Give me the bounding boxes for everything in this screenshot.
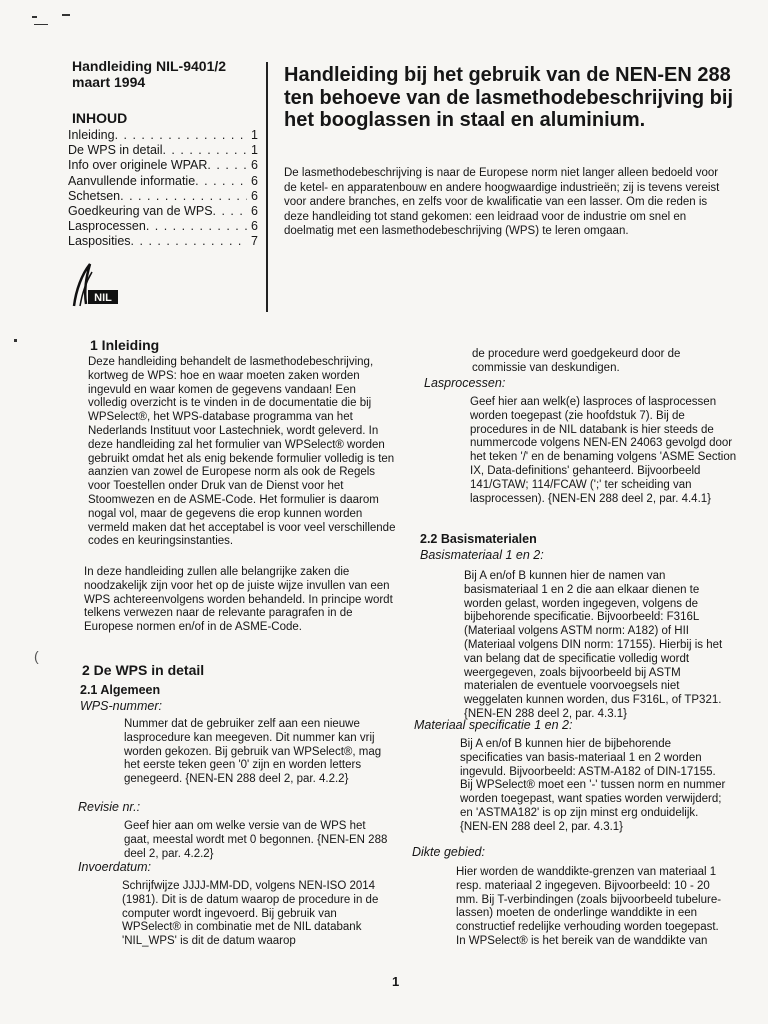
toc-entry-page: 1 (251, 143, 258, 158)
section-2-2-heading: 2.2 Basismaterialen (420, 532, 537, 546)
toc-entry (68, 143, 258, 158)
input-date-label: Invoerdatum: (78, 860, 151, 874)
section-1-paragraph-1: Deze handleiding behandelt de lasmethodebeschrijving, kortweg de WPS: hoe en waar moeten zaken worden ingevuld en waar komen de gegevens vandaan! Een volledig overzicht is te vinden in de documentatie die bij WPSelect®, het WPS-database programma van het Nederlands Instituut voor Lastechniek, wordt geleverd. In deze handleiding zal het formulier van WPSelect® worden gebruikt omdat het als enig bekende formulier volledig is ten aanzien van zowel de Europese norm als ook de Regels voor Toestellen onder Druk van de Dienst voor het Stoomwezen en de ASME-Code. Het formulier is daarom nogal vol, maar de gegevens die erop kunnen worden vermeld maken dat het acceptabel is voor veel verschillende codes en keuringsinstanties. (88, 356, 396, 548)
welding-processes-label: Lasprocessen: (424, 376, 506, 390)
toc-entry-label: Lasprocessen (68, 219, 146, 234)
input-date-text: Schrijfwijze JJJJ-MM-DD, volgens NEN-ISO 2014 (1981). Dit is de datum waarop de procedure in de computer wordt ingevoerd. Bij gebruik van WPSelect® in combinatie met de NIL databank 'NIL_WPS' is dit de datum waarop (122, 880, 379, 948)
logo-flame (74, 264, 90, 306)
wps-number-label: WPS-nummer: (80, 699, 162, 713)
toc-entry-label: Aanvullende informatie (68, 173, 196, 188)
section-1-heading: 1 Inleiding (90, 337, 160, 353)
scan-speck (34, 24, 48, 25)
toc-entry-page: 1 (251, 128, 258, 142)
table-of-contents (68, 128, 258, 250)
section-2-heading: 2 De WPS in detail (82, 662, 205, 678)
toc-leader-dots (195, 174, 247, 189)
toc-entry-label: Info over originele WPAR (68, 158, 208, 173)
toc-entry (68, 158, 258, 173)
revision-label: Revisie nr.: (78, 800, 141, 814)
toc-entry (68, 234, 258, 249)
document-reference (72, 58, 226, 90)
material-spec-text: Bij A en/of B kunnen hier de bijbehorende specificaties van basis-materiaal 1 en 2 worden ingevuld. Bijvoorbeeld: ASTM-A182 of DIN-17155. Bij WPSelect® moet een '-' tussen norm en nummer worden toegepast, want spaties worden verwijderd; en 'ASTMA182' is op zijn minst erg onduidelijk. {NEN-EN 288 deel 2, par. 4.3.1} (460, 738, 726, 833)
page-number: 1 (392, 974, 400, 989)
scan-speck (14, 339, 17, 342)
base-material-label: Basismateriaal 1 en 2: (420, 548, 544, 562)
scan-speck (32, 16, 37, 18)
toc-entry (68, 128, 258, 143)
toc-entry (68, 204, 258, 219)
toc-entry (68, 189, 258, 204)
wps-number-text: Nummer dat de gebruiker zelf aan een nieuwe lasprocedure kan meegeven. Dit nummer kan vrij worden gekozen. Bij gebruik van WPSelect®, mag het eerste teken geen '0' zijn en worden letters genegeerd. {NEN-EN 288 deel 2, par. 4.2.2} (124, 718, 382, 786)
toc-entry-page: 6 (251, 158, 258, 173)
toc-leader-dots (120, 189, 247, 204)
toc-leader-dots (115, 128, 247, 143)
toc-entry-page: 6 (251, 188, 258, 203)
section-2-1-heading: 2.1 Algemeen (80, 683, 161, 697)
continued-text: de procedure werd goedgekeurd door de commissie van deskundigen. (472, 348, 681, 374)
toc-entry-label: Lasposities (68, 234, 131, 249)
toc-leader-dots (213, 204, 248, 219)
thickness-range-text: Hier worden de wanddikte-grenzen van materiaal 1 resp. materiaal 2 ingegeven. Bijvoorbeeld: 10 - 20 mm. Bij T-verbindingen (zoals bijvoorbeeld tubelure-lassen) moeten de onderlinge wanddikte in een constructief redelijke verhouding worden toegepast. In WPSelect® is het bereik van de wanddikte van (456, 866, 722, 947)
document-number: Handleiding NIL-9401/2 (72, 58, 227, 74)
toc-entry-page: 7 (251, 234, 258, 249)
vertical-divider (266, 62, 268, 312)
toc-entry-label: Goedkeuring van de WPS (68, 204, 213, 219)
base-material-text: Bij A en/of B kunnen hier de namen van basismateriaal 1 en 2 die aan elkaar dienen te worden gelast, worden ingegeven, volgens de bijbehorende specificatie. Bijvoorbeeld: F316L (Materiaal volgens ASTM norm: A182) of HII (Materiaal volgens DIN norm: 17155). Hierbij is het van belang dat de specificatie volledig wordt weergegeven, zoals bijvoorbeeld bij ASTM materialen de eventuele voorvoegsels niet weggelaten kunnen worden, dus F316L, of TP321. {NEN-EN 288 deel 2, par. 4.3.1} (464, 570, 723, 720)
document-date: maart 1994 (72, 74, 146, 90)
toc-entry-page: 6 (251, 173, 258, 188)
toc-title: INHOUD (72, 110, 128, 126)
toc-leader-dots (146, 219, 247, 234)
logo-text: NIL (94, 292, 112, 304)
toc-entry (68, 219, 258, 234)
toc-entry-label: Schetsen (68, 188, 121, 203)
toc-entry-label: Inleiding (68, 128, 115, 142)
section-1-paragraph-2: In deze handleiding zullen alle belangrijke zaken die noodzakelijk zijn voor het op de juiste wijze invullen van een WPS achtereenvolgens worden behandeld. In principe wordt telkens verwezen naar de relevante paragrafen in de Europese normen en/of in de ASME-Code. (84, 566, 393, 634)
toc-entry-page: 6 (251, 204, 258, 219)
scan-mark: ( (34, 648, 39, 664)
material-spec-label: Materiaal specificatie 1 en 2: (414, 718, 573, 732)
toc-entry (68, 174, 258, 189)
toc-entry-page: 6 (251, 219, 258, 234)
toc-leader-dots (131, 234, 248, 249)
toc-leader-dots (207, 158, 247, 173)
revision-text: Geef hier aan om welke versie van de WPS het gaat, meestal wordt met 0 begonnen. {NEN-EN 288 deel 2, par. 4.2.2} (124, 820, 388, 860)
toc-entry-label: De WPS in detail (68, 143, 163, 158)
thickness-range-label: Dikte gebied: (412, 845, 485, 859)
nil-logo (60, 260, 124, 310)
welding-processes-text: Geef hier aan welk(e) lasproces of lasprocessen worden toegepast (zie hoofdstuk 7). Bij de procedures in de NIL databank is hier steeds de nummercode volgens NEN-EN 24063 gevolgd door het teken '/' en de benaming volgens 'ASME Section IX, Data-definitions' gehanteerd. Bijvoorbeeld 141/GTAW; 114/FCAW (';' ter scheiding van lasprocessen). {NEN-EN 288 deel 2, par. 4.4.1} (470, 396, 737, 505)
main-title: Handleiding bij het gebruik van de NEN-EN 288 ten behoeve van de lasmethodebeschrijving bij het booglassen in staal en aluminium. (284, 64, 734, 131)
intro-paragraph: De lasmethodebeschrijving is naar de Europese norm niet langer alleen bedoeld voor de ketel- en apparatenbouw en andere hoogwaardige industrieën; zij is tevens vereist voor andere branches, en zelfs voor de kwalificatie van een lasser. Om die reden is deze handleiding tot stand gekomen: een leidraad voor de industrie om snel en doelmatig met een lasmethodebeschrijving (WPS) te leren omgaan. (284, 167, 720, 238)
scan-speck (62, 14, 70, 16)
toc-leader-dots (162, 143, 247, 158)
